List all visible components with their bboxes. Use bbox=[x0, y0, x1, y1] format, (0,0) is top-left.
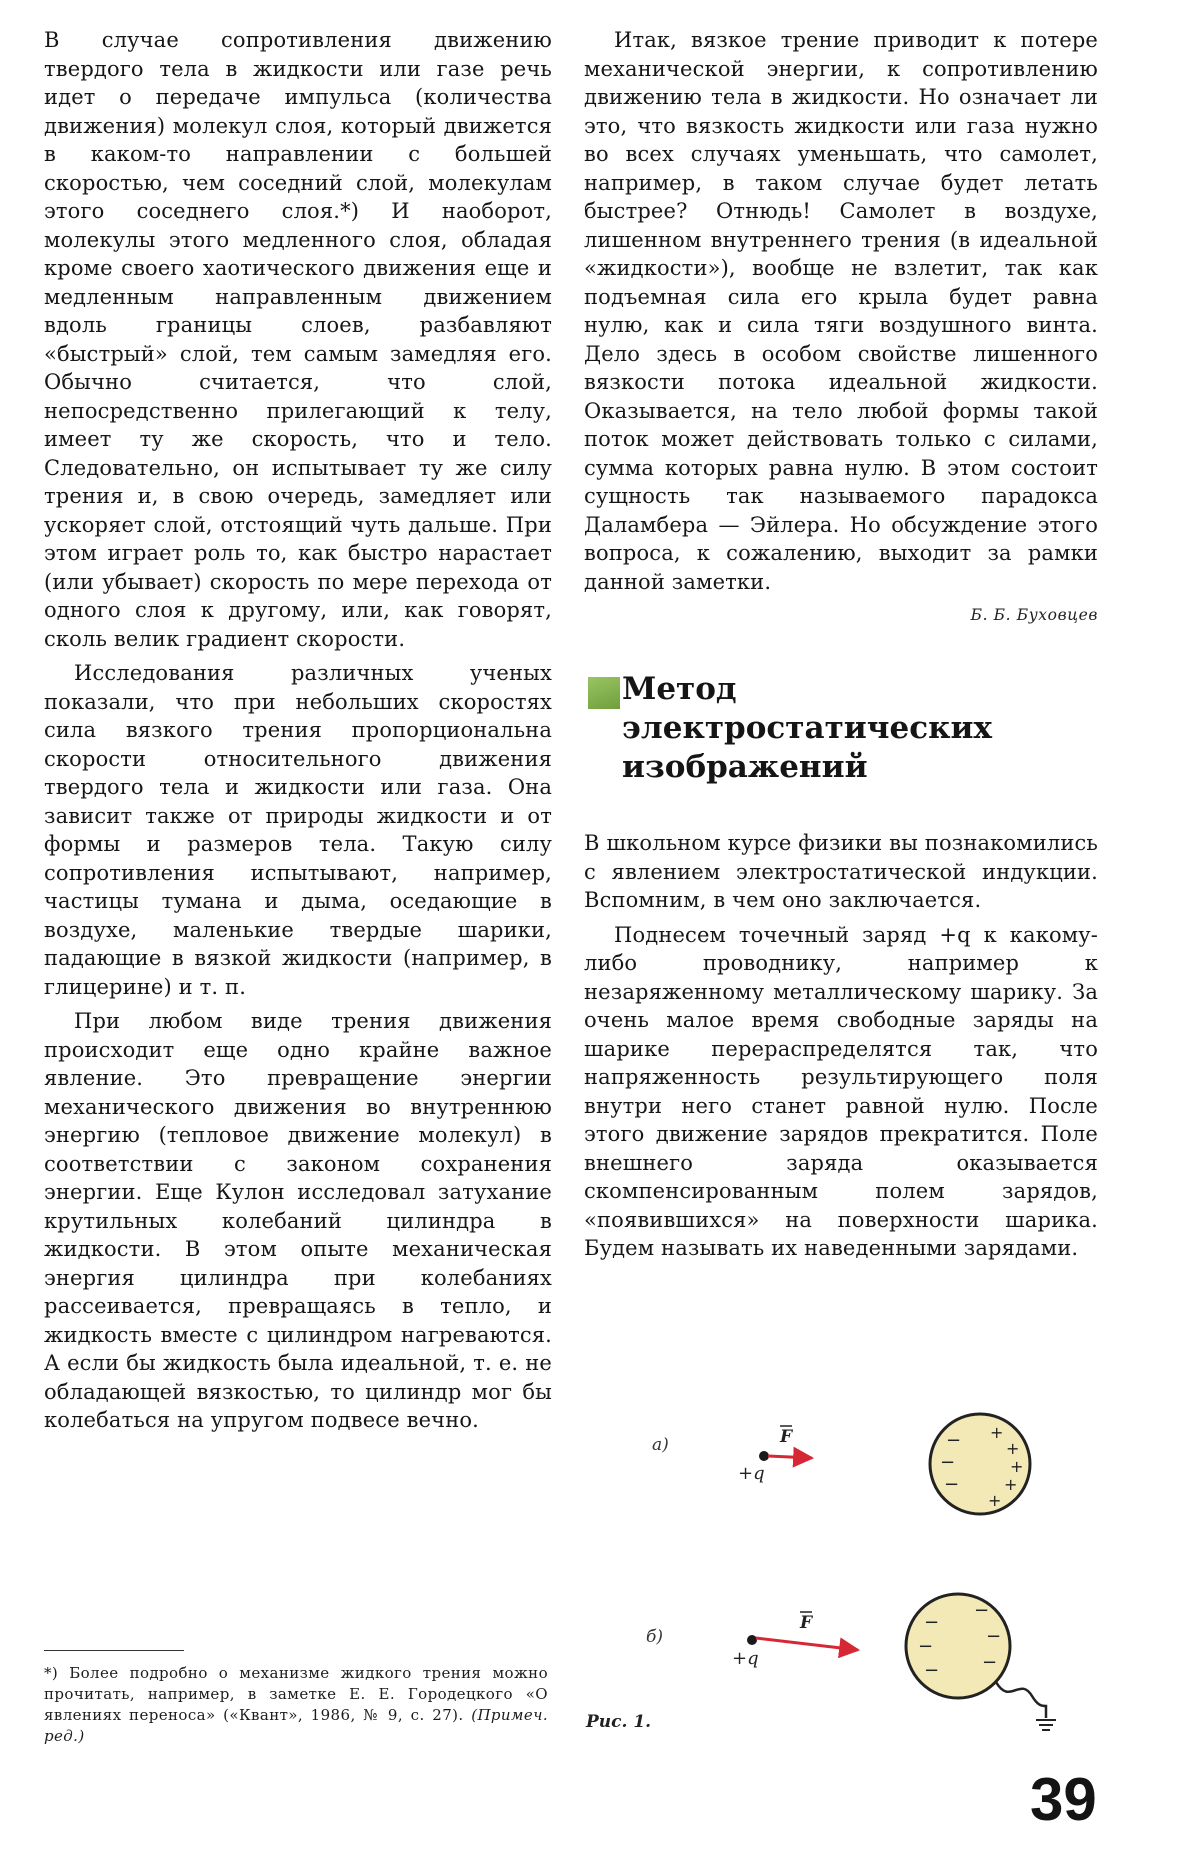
sphere-b bbox=[906, 1594, 1010, 1698]
figure-label-a: а) bbox=[652, 1435, 669, 1455]
left-paragraph-2: Исследования различных ученых показали, что при небольших скоростях сила вязкого трения пропорциональна скорости относительного движения твердого тела и жидкости или газа. Она зависит также от природы жидкости и от формы и размеров тела. Такую силу сопротивления испытывают, например, частицы тумана и дыма, оседающие в воздухе, маленькие твердые шарики, падающие в вязкой жидкости (например, в глицерине) и т. п. bbox=[44, 661, 552, 999]
article-title: Метод электростатических изображений bbox=[622, 671, 992, 785]
force-label-a: F bbox=[780, 1427, 793, 1447]
footnote-text bbox=[44, 1663, 548, 1747]
point-charge-a bbox=[759, 1451, 769, 1461]
charge-label-b: +q bbox=[732, 1648, 759, 1669]
svg-text:−: − bbox=[986, 1626, 1002, 1647]
svg-text:−: − bbox=[982, 1652, 998, 1673]
page-number: 39 bbox=[1030, 1766, 1097, 1833]
footnote-body: *) Более подробно о механизме жидкого трения можно прочитать, например, в заметке Е. Е. Городецкого «О явлениях переноса» («Квант», 1986, № 9, с. 27). bbox=[44, 1664, 548, 1724]
svg-text:+: + bbox=[1006, 1439, 1020, 1458]
point-charge-b bbox=[747, 1635, 757, 1645]
left-paragraph-3: При любом виде трения движения происходит еще одно крайне важное явление. Это превращение энергии механического движения во внутреннюю энергию (тепловое движение молекул) в соответствии с законом сохранения энергии. Еще Кулон исследовал затухание крутильных колебаний цилиндра в жидкости. В этом опыте механическая энергия цилиндра при колебаниях рассеивается, превращаясь в тепло, и жидкость вместе с цилиндром нагреваются. А если бы жидкость была идеальной, т. е. не обладающей вязкостью, то цилиндр мог бы колебаться на упругом подвесе вечно. bbox=[44, 1009, 552, 1432]
force-arrow-a bbox=[768, 1456, 812, 1458]
footnote-note: (Примеч. ред.) bbox=[44, 1706, 548, 1745]
svg-text:+: + bbox=[1004, 1475, 1018, 1494]
left-column bbox=[44, 26, 552, 1435]
figure-label-b: б) bbox=[646, 1627, 664, 1647]
article-heading bbox=[584, 670, 1098, 787]
force-label-b: F bbox=[800, 1613, 813, 1633]
svg-text:+: + bbox=[990, 1423, 1004, 1442]
right-paragraph-3: Поднесем точечный заряд +q к какому-либо проводнику, например к незаряженному металлическому шарику. За очень малое время свободные заряды на шарике перераспределятся так, что напряженность результирующего поля внутри него станет равной нулю. После этого движение зарядов прекратится. Поле внешнего заряда оказывается скомпенсированным полем зарядов, «появившихся» на поверхности шарика. Будем называть их наведенными зарядами. bbox=[584, 922, 1098, 1260]
right-paragraph-2: В школьном курсе физики вы познакомились с явлением электростатической индукции. Вспомним, в чем оно заключается. bbox=[584, 831, 1098, 912]
svg-text:−: − bbox=[974, 1600, 990, 1621]
charge-label-a: +q bbox=[738, 1463, 765, 1484]
footnote-divider bbox=[44, 1650, 184, 1651]
sphere-a bbox=[930, 1414, 1030, 1514]
svg-text:−: − bbox=[924, 1612, 940, 1633]
svg-text:−: − bbox=[946, 1430, 962, 1451]
right-paragraph-1: Итак, вязкое трение приводит к потере механической энергии, к сопротивлению движению тела в жидкости. Но означает ли это, что вязкость жидкости или газа нужно во всех случаях уменьшать, что самолет, например, в таком случае будет летать быстрее? Отнюдь! Самолет в воздухе, лишенном внутреннего трения (в идеальной «жидкости»), вообще не взлетит, так как подъемная сила его крыла будет равна нулю, как и сила тяги воздушного винта. Дело здесь в особом свойстве лишенного вязкости потока идеальной жидкости. Оказывается, на тело любой формы такой поток может действовать только с силами, сумма которых равна нулю. В этом состоит сущность так называемого парадокса Даламбера — Эйлера. Но обсуждение этого вопроса, к сожалению, выходит за рамки данной заметки. bbox=[584, 28, 1098, 594]
heading-square-icon bbox=[588, 677, 620, 709]
right-column bbox=[584, 26, 1098, 1263]
svg-text:−: − bbox=[924, 1660, 940, 1681]
left-paragraph-1: В случае сопротивления движению твердого тела в жидкости или газе речь идет о передаче импульса (количества движения) молекул слоя, который движется в каком-то направлении с большей скоростью, чем соседний слой, молекулам этого соседнего слоя.*) И наоборот, молекулы этого медленного слоя, обладая кроме своего хаотического движения еще и медленным направленным движением вдоль границы слоев, разбавляют «быстрый» слой, тем самым замедляя его. Обычно считается, что слой, непосредственно прилегающий к телу, имеет ту же скорость, что и тело. Следовательно, он испытывает ту же силу трения и, в свою очередь, замедляет или ускоряет слой, отстоящий чуть дальше. При этом играет роль то, как быстро нарастает (или убывает) скорость по мере перехода от одного слоя к другому, или, как говорят, сколь велик градиент скорости. bbox=[44, 28, 552, 651]
svg-text:−: − bbox=[940, 1452, 956, 1473]
svg-text:−: − bbox=[918, 1636, 934, 1657]
author-signature: Б. Б. Буховцев bbox=[970, 606, 1098, 624]
ground-icon bbox=[1036, 1720, 1056, 1730]
figure-1 bbox=[640, 1406, 1080, 1696]
ground-wire bbox=[996, 1682, 1046, 1718]
svg-text:−: − bbox=[944, 1474, 960, 1495]
svg-text:+: + bbox=[1010, 1457, 1024, 1476]
force-arrow-b bbox=[756, 1638, 858, 1650]
svg-text:+: + bbox=[988, 1491, 1002, 1510]
figure-caption: Рис. 1. bbox=[586, 1712, 652, 1732]
footnote bbox=[44, 1650, 548, 1747]
